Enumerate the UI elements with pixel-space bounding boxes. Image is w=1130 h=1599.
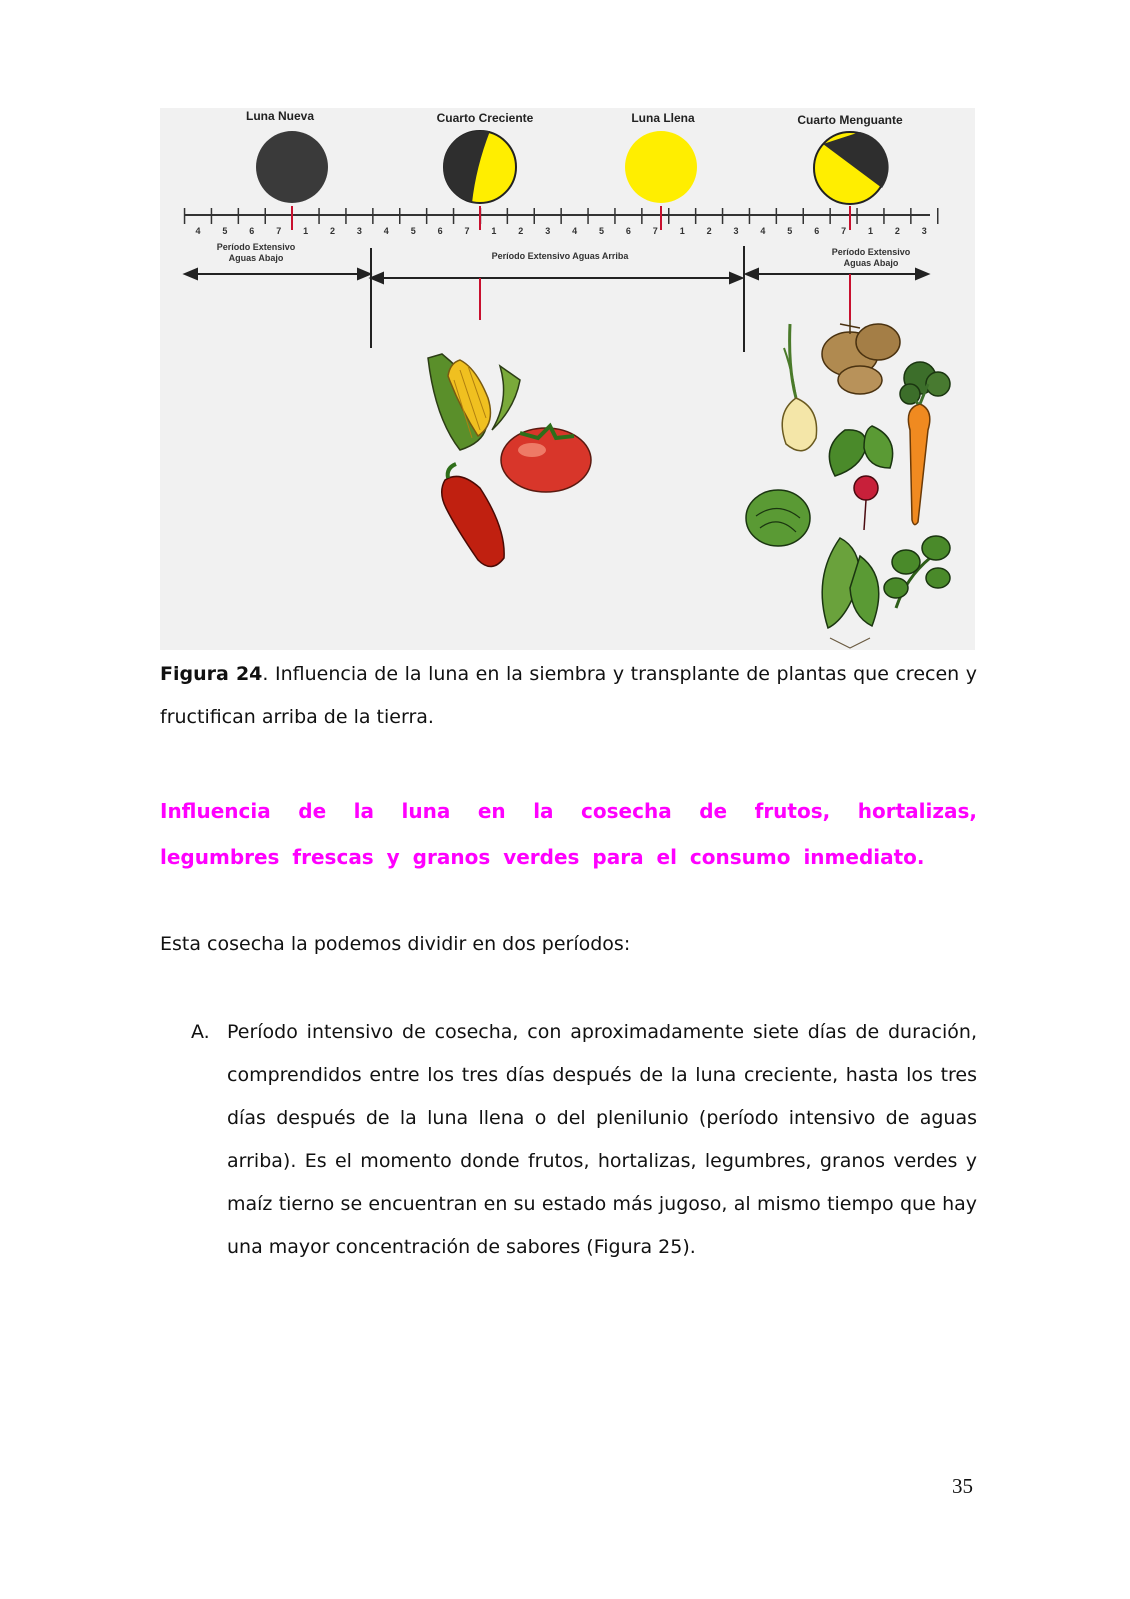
phase-label-first-quarter: Cuarto Creciente	[436, 111, 534, 125]
first-quarter-moon-icon	[443, 131, 516, 203]
scale-day-number: 5	[598, 226, 605, 236]
phase-label-full-moon: Luna Llena	[631, 111, 695, 125]
moon-phase-figure	[160, 108, 975, 650]
phase-label-new-moon: Luna Nueva	[245, 109, 315, 123]
seedling-icon	[884, 536, 950, 608]
pepper-icon	[442, 464, 504, 567]
figure-caption-text: . Influencia de la luna en la siembra y transplante de plantas que crecen y fructifican arriba de la tierra.	[160, 663, 977, 728]
scale-day-number: 3	[733, 226, 739, 236]
carrot-icon	[906, 384, 930, 525]
scale-day-number: 1	[679, 226, 685, 236]
scale-day-number: 7	[276, 226, 282, 236]
scale-day-number: 2	[518, 226, 524, 236]
scale-day-number: 2	[329, 226, 336, 236]
scale-day-number: 1	[303, 226, 309, 236]
period-list	[191, 1011, 977, 1269]
scale-day-number: 4	[760, 226, 766, 236]
list-item-marker: A.	[191, 1021, 210, 1043]
figure-caption-label: Figura 24	[160, 663, 263, 685]
period-arrows	[185, 246, 928, 352]
scale-day-number: 4	[383, 226, 389, 236]
section-heading: Influencia de la luna en la cosecha de frutos, hortalizas, legumbres frescas y granos verdes para el consumo inmediato.	[160, 799, 977, 869]
scale-day-number: 7	[841, 226, 847, 236]
scale-day-number: 7	[464, 226, 470, 236]
scale-day-number: 6	[625, 226, 631, 236]
scale-day-number: 2	[894, 226, 900, 236]
scale-day-number: 3	[356, 226, 362, 236]
scale-day-number: 5	[787, 226, 793, 236]
scale-day-number: 3	[545, 226, 551, 236]
period-middle-label: Período Extensivo Aguas Arriba	[491, 251, 629, 261]
lettuce-icon	[746, 490, 810, 546]
corn-icon	[428, 354, 520, 450]
broccoli-icon	[900, 362, 950, 404]
last-quarter-moon-icon	[814, 132, 889, 204]
scale-day-number: 6	[814, 226, 820, 236]
period-left-label-2: Aguas Abajo	[228, 253, 284, 263]
scale-day-number: 6	[437, 226, 443, 236]
intro-paragraph: Esta cosecha la podemos dividir en dos períodos:	[160, 933, 631, 955]
scale-day-number: 3	[921, 226, 927, 236]
list-item-text: Período intensivo de cosecha, con aproximadamente siete días de duración, comprendidos entre los tres días después de la luna creciente, hasta los tres días después de la luna llena o del plenilunio (período intensivo de aguas arriba). Es el momento donde frutos, hortalizas, legumbres, granos verdes y maíz tierno se encuentran en su estado más jugoso, al mismo tiempo que hay una mayor concentración de sabores (Figura 25).	[227, 1021, 977, 1258]
list-item	[191, 1011, 977, 1269]
scale-day-number: 1	[491, 226, 497, 236]
tomato-icon	[501, 426, 591, 492]
scale-day-number: 2	[706, 226, 712, 236]
scale-day-number: 4	[572, 226, 578, 236]
potato-icon	[822, 320, 900, 394]
full-moon-icon	[625, 131, 697, 203]
beet-icon	[829, 426, 892, 530]
period-left-label-1: Período Extensivo	[216, 242, 296, 252]
onion-icon	[782, 324, 816, 451]
scale-day-number: 7	[652, 226, 658, 236]
scale-day-number: 5	[410, 226, 416, 236]
scale-day-number: 4	[195, 226, 201, 236]
new-moon-icon	[256, 131, 328, 203]
scale-day-number: 1	[867, 226, 874, 236]
period-right-label-1: Período Extensivo	[831, 247, 911, 257]
scale-day-number: 6	[249, 226, 255, 236]
day-scale	[185, 206, 938, 236]
scale-day-number: 5	[222, 226, 228, 236]
phase-label-last-quarter: Cuarto Menguante	[797, 113, 903, 127]
period-right-label-2: Aguas Abajo	[843, 258, 899, 268]
figure-caption	[160, 653, 977, 739]
spinach-icon	[822, 538, 879, 648]
page-number: 35	[952, 1474, 973, 1498]
